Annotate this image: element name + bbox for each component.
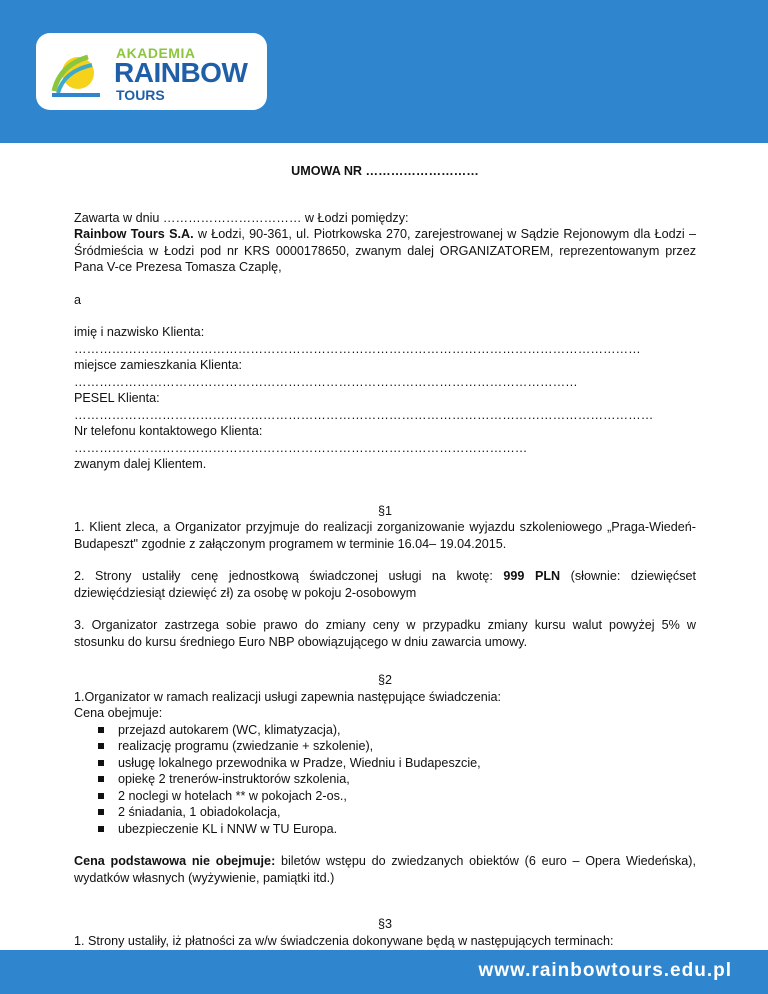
and-word: a	[74, 292, 82, 307]
list-item: ubezpieczenie KL i NNW w TU Europa.	[74, 821, 696, 838]
logo-akademia: AKADEMIA	[116, 45, 196, 61]
organizer-details: w Łodzi, 90-361, ul. Piotrkowska 270, zarejestrowanej w Sądzie Rejonowym dla Łodzi – Śródmieścia w Łodzi pod nr KRS 0000178650, zwanym dalej ORGANIZATOREM, reprezentowanym przez Pana V-ce Prezesa Tomasza Czaplę,	[74, 227, 697, 274]
header-band	[0, 0, 768, 143]
section-2-heading: §2	[377, 673, 392, 687]
list-item: opiekę 2 trenerów-instruktorów szkolenia,	[74, 771, 696, 788]
rainbow-logo-icon	[50, 47, 102, 99]
client-pesel-field: PESEL Klienta: …………………………………………………………………………………………………………………………	[74, 391, 654, 422]
excludes-label: Cena podstawowa nie obejmuje:	[74, 854, 276, 868]
logo-tours: TOURS	[116, 87, 165, 103]
section-2-point-1: 1.Organizator w ramach realizacji usługi zapewnia następujące świadczenia:	[74, 689, 502, 704]
list-item: 2 śniadania, 1 obiadokolacja,	[74, 804, 696, 821]
excludes-text: biletów wstępu do zwiedzanych obiektów (6 euro – Opera Wiedeńska), wydatków własnych (wyżywienie, pamiątki itd.)	[74, 854, 696, 885]
includes-list	[74, 722, 696, 838]
list-item: realizację programu (zwiedzanie + szkolenie),	[74, 738, 696, 755]
organizer-name: Rainbow Tours S.A.	[74, 227, 194, 241]
excludes-paragraph	[74, 853, 696, 886]
includes-label: Cena obejmuje:	[74, 706, 163, 720]
section-1-point-3: 3. Organizator zastrzega sobie prawo do zmiany ceny w przypadku zmiany kursu walut powyżej 5% w stosunku do kursu średniego Euro NBP obowiązującego w dniu zawarcia umowy.	[74, 618, 696, 649]
logo[interactable]	[36, 33, 267, 110]
price-value: 999 PLN	[503, 569, 561, 583]
section-3-heading: §3	[377, 917, 392, 931]
client-phone-field: Nr telefonu kontaktowego Klienta: ………………………………………………………………………………………………	[74, 424, 528, 455]
price-words: (słownie: dziewięćset dziewięćdziesiąt dziewięć zł) za osobę w pokoju 2-osobowym	[74, 569, 696, 600]
logo-rainbow: RAINBOW	[114, 57, 248, 88]
organizer-paragraph	[74, 226, 696, 276]
section-1-point-2	[74, 568, 696, 601]
client-address-field: miejsce zamieszkania Klienta: …………………………………………………………………………………………………………	[74, 358, 578, 389]
section-1-point-1: 1. Klient zleca, a Organizator przyjmuje do realizacji zorganizowanie wyjazdu szkoleniowego „Praga-Wiedeń-Budapeszt" zgodnie z załączonym programem w terminie 16.04– 19.04.2015.	[74, 520, 696, 551]
price-intro: 2. Strony ustaliły cenę jednostkową świadczonej usługi na kwotę:	[74, 569, 504, 583]
client-alias: zwanym dalej Klientem.	[74, 457, 207, 471]
section-1-heading: §1	[377, 503, 392, 518]
footer-band	[0, 950, 768, 994]
page-title: UMOWA NR ………………………	[291, 164, 479, 178]
list-item: 2 noclegi w hotelach ** w pokojach 2-os.,	[74, 788, 696, 805]
section-3-point-1: 1. Strony ustaliły, iż płatności za w/w świadczenia dokonywane będą w następujących terminach:	[74, 933, 614, 948]
client-name-field: imię i nazwisko Klienta: ………………………………………………………………………………………………………………………	[74, 325, 641, 356]
intro-line: Zawarta w dniu …………………………… w Łodzi pomiędzy:	[74, 210, 409, 225]
website-link[interactable]: www.rainbowtours.edu.pl	[478, 960, 732, 981]
list-item: usługę lokalnego przewodnika w Pradze, Wiedniu i Budapeszcie,	[74, 755, 696, 772]
list-item: przejazd autokarem (WC, klimatyzacja),	[74, 722, 696, 739]
contract-document	[74, 163, 696, 982]
